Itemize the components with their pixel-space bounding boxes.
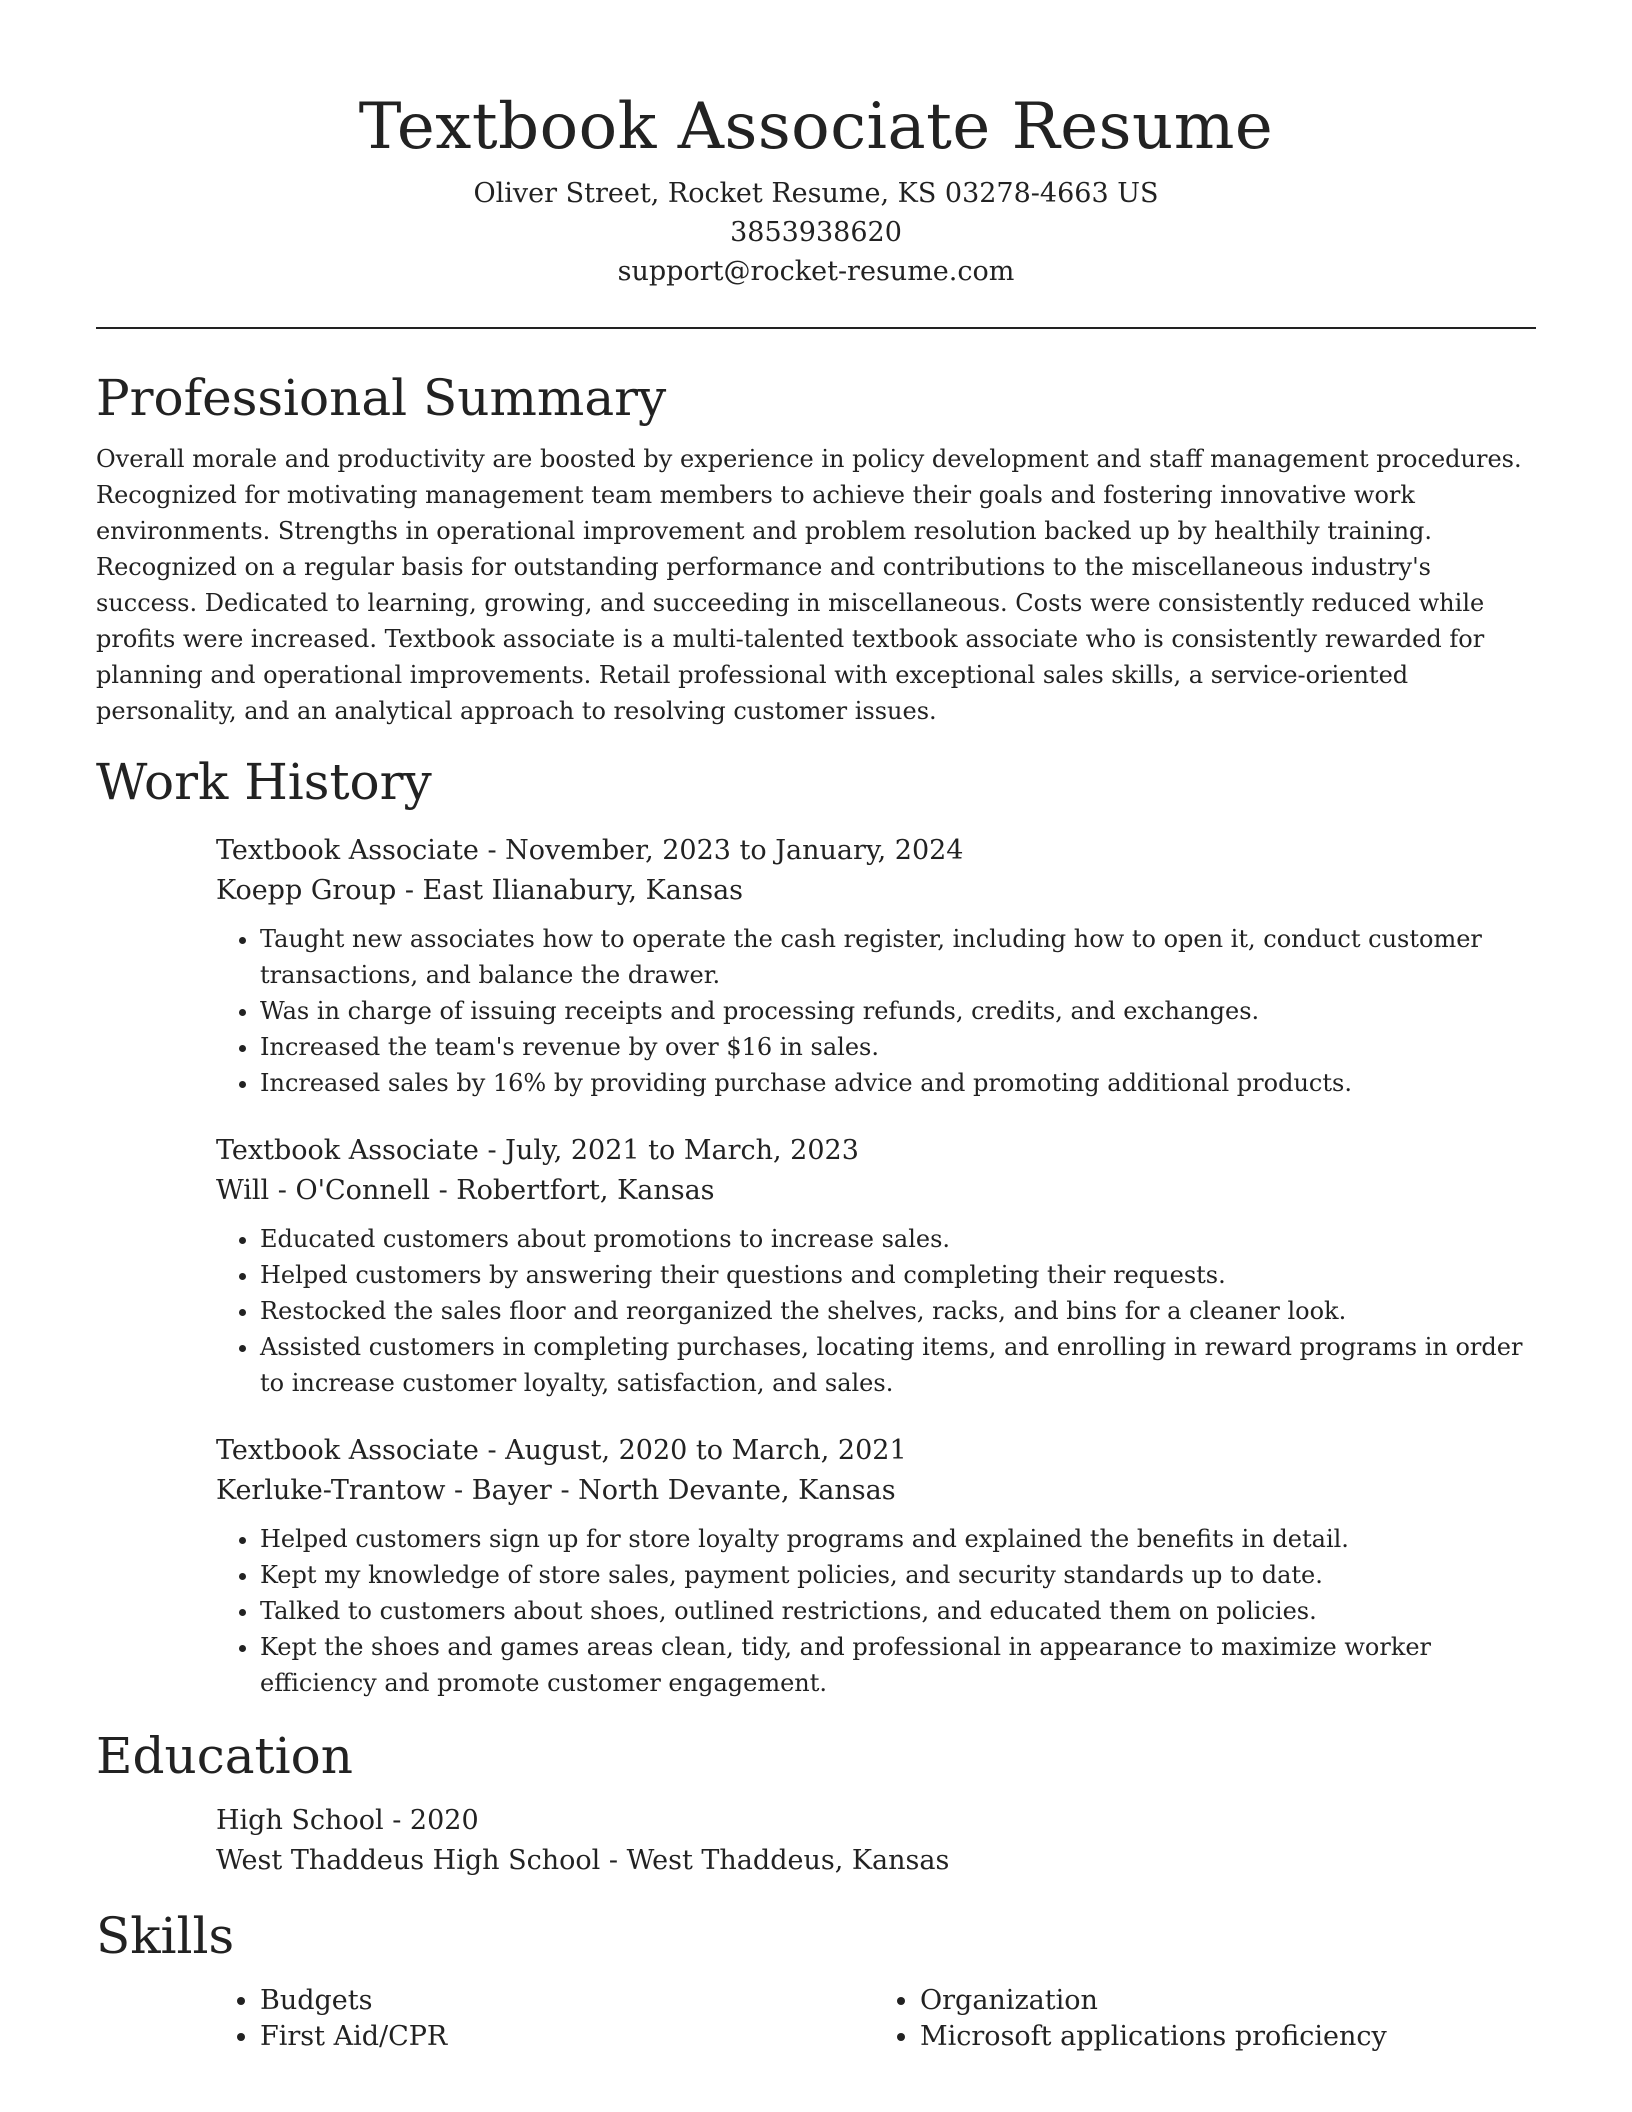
job-employer: Will - O'Connell: [216, 1175, 430, 1206]
section-heading-summary: Professional Summary: [96, 369, 667, 427]
contact-phone: 3853938620: [730, 217, 902, 248]
job-bullet: • Talked to customers about shoes, outlined restrictions, and educated them on policies.: [260, 1593, 1536, 1629]
job-employer: Koepp Group: [216, 875, 397, 906]
resume-page: [96, 0, 1536, 2055]
job-bullets: [216, 1521, 1536, 1701]
header-divider: [96, 327, 1536, 329]
education-section: [96, 1723, 1536, 1881]
job-location: East Ilianabury, Kansas: [422, 875, 744, 906]
separator: -: [404, 875, 423, 906]
separator: -: [487, 835, 506, 866]
job-bullet: • Was in charge of issuing receipts and processing refunds, credits, and exchanges.: [260, 993, 1536, 1029]
job-employer: Kerluke-Trantow - Bayer: [216, 1475, 552, 1506]
job-bullet: • Increased the team's revenue by over $16 in sales.: [260, 1029, 1536, 1065]
job-location: Robertfort, Kansas: [456, 1175, 715, 1206]
education-location: West Thaddeus, Kansas: [626, 1845, 950, 1876]
work-history-section: [96, 749, 1536, 1701]
skills-section: [96, 1903, 1536, 2055]
contact-address: Oliver Street, Rocket Resume, KS 03278-4663 US: [473, 178, 1159, 209]
job-employer-line: [216, 1171, 1536, 1211]
job-bullet: • Helped customers by answering their questions and completing their requests.: [260, 1257, 1536, 1293]
job-title-line: [216, 831, 1536, 871]
summary-text: Overall morale and productivity are boosted by experience in policy development and staff management procedures. Recognized for motivating management team members to achieve their goals and fostering innovative work environments. Strengths in operational improvement and problem resolution backed up by healthily training. Recognized on a regular basis for outstanding performance and contributions to the miscellaneous industry's success. Dedicated to learning, growing, and succeeding in miscellaneous. Costs were consistently reduced while profits were increased. Textbook associate is a multi-talented textbook associate who is consistently rewarded for planning and operational improvements. Retail professional with exceptional sales skills, a service-oriented personality, and an analytical approach to resolving customer issues.: [96, 445, 1522, 725]
skills-column-right: [876, 1983, 1536, 2055]
job-title: Textbook Associate: [216, 1435, 479, 1466]
education-degree: High School: [216, 1805, 384, 1836]
skills-grid: [216, 1983, 1536, 2055]
skill-item: • First Aid/CPR: [260, 2019, 876, 2055]
job-dates: July, 2021 to March, 2023: [505, 1135, 859, 1166]
job-bullets: [216, 1221, 1536, 1401]
separator: -: [608, 1845, 627, 1876]
job-list: [216, 831, 1536, 1701]
section-heading-education: Education: [96, 1727, 353, 1785]
separator: -: [487, 1135, 506, 1166]
job-bullet: • Kept the shoes and games areas clean, tidy, and professional in appearance to maximize worker efficiency and promote customer engagement.: [260, 1629, 1536, 1701]
job-title: Textbook Associate: [216, 1135, 479, 1166]
job-entry: [216, 1431, 1536, 1701]
summary-section: [96, 365, 1536, 729]
section-heading-work: Work History: [96, 753, 432, 811]
job-entry: [216, 1131, 1536, 1401]
job-bullet: • Assisted customers in completing purchases, locating items, and enrolling in reward programs in order to increase customer loyalty, satisfaction, and sales.: [260, 1329, 1536, 1401]
separator: -: [438, 1175, 457, 1206]
separator: -: [392, 1805, 410, 1836]
job-location: North Devante, Kansas: [578, 1475, 896, 1506]
job-entry: [216, 831, 1536, 1101]
education-school-line: [216, 1841, 1536, 1881]
skill-item: • Budgets: [260, 1983, 876, 2019]
job-bullet: • Kept my knowledge of store sales, payment policies, and security standards up to date.: [260, 1557, 1536, 1593]
job-title-line: [216, 1431, 1536, 1471]
section-heading-skills: Skills: [96, 1907, 235, 1965]
education-year: 2020: [409, 1805, 479, 1836]
job-bullet: • Educated customers about promotions to increase sales.: [260, 1221, 1536, 1257]
job-bullets: [216, 921, 1536, 1101]
job-dates: November, 2023 to January, 2024: [505, 835, 964, 866]
job-title-line: [216, 1131, 1536, 1171]
skill-item: • Microsoft applications proficiency: [920, 2019, 1536, 2055]
job-bullet: • Increased sales by 16% by providing purchase advice and promoting additional products.: [260, 1065, 1536, 1101]
resume-title: Textbook Associate Resume: [358, 90, 1274, 164]
skill-item: • Organization: [920, 1983, 1536, 2019]
job-bullet: • Restocked the sales floor and reorganized the shelves, racks, and bins for a cleaner look.: [260, 1293, 1536, 1329]
separator: -: [487, 1435, 506, 1466]
skills-column-left: [216, 1983, 876, 2055]
education-entry: [216, 1801, 1536, 1881]
job-employer-line: [216, 871, 1536, 911]
job-employer-line: [216, 1471, 1536, 1511]
education-degree-line: [216, 1801, 1536, 1841]
job-bullet: • Helped customers sign up for store loyalty programs and explained the benefits in detail.: [260, 1521, 1536, 1557]
separator: -: [560, 1475, 579, 1506]
education-school: West Thaddeus High School: [216, 1845, 601, 1876]
job-bullet: • Taught new associates how to operate the cash register, including how to open it, conduct customer transactions, and balance the drawer.: [260, 921, 1536, 993]
contact-email: support@rocket-resume.com: [617, 256, 1015, 287]
contact-block: [96, 174, 1536, 291]
job-dates: August, 2020 to March, 2021: [505, 1435, 907, 1466]
job-title: Textbook Associate: [216, 835, 479, 866]
